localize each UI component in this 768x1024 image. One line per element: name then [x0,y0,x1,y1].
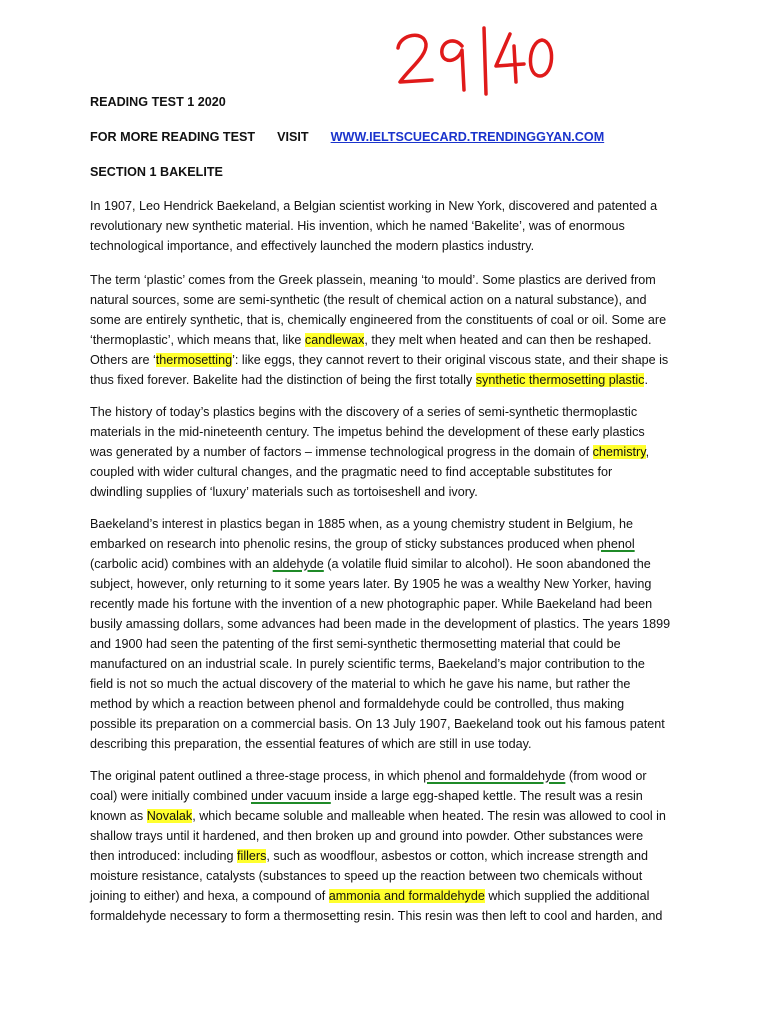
text-segment: (carbolic acid) combines with an [90,557,273,571]
visit-label: VISIT [277,130,309,144]
text-line: possible its preparation on a commercial basis. On 13 July 1907, Baekeland took out his famous patent [90,717,665,731]
highlighted-term: ammonia and formaldehyde [328,889,485,903]
text-line [90,806,670,826]
text-line: The term ‘plastic’ comes from the Greek plassein, meaning ‘to mould’. Some plastics are derived from [90,273,656,287]
text-line: recently made his fortune with the invention of a new photographic paper. While Baekeland had been [90,597,653,611]
website-link[interactable]: WWW.IELTSCUECARD.TRENDINGGYAN.COM [330,130,605,144]
text-line: method by which a reaction between phenol and formaldehyde could be controlled, thus making [90,697,625,711]
text-line: field is not so much the actual discovery of the material to which he gave his name, but rather the [90,677,631,691]
section-heading: SECTION 1 BAKELITE [90,165,223,179]
text-line [90,766,670,786]
text-segment: thus fixed forever. Bakelite had the distinction of being the first totally [90,373,476,387]
text-segment: embarked on research into phenolic resins, the group of sticky substances produced when [90,537,597,551]
paragraph-3 [90,402,670,502]
text-segment: The original patent outlined a three-stage process, in which [90,769,424,783]
text-segment: (a volatile fluid similar to alcohol). He soon abandoned the [323,557,651,571]
text-line [90,370,670,390]
text-line: The history of today’s plastics begins with the discovery of a series of semi-synthetic thermoplastic [90,405,638,419]
underlined-term: phenol [596,537,635,551]
highlighted-term: Novalak [146,809,193,823]
text-segment: . [644,373,648,387]
paragraph-4 [90,514,670,754]
text-segment: coal) were initially combined [90,789,251,803]
text-line: moisture resistance, catalysts (substances to speed up the reaction between two chemicals without [90,869,643,883]
highlighted-term: thermosetting [155,353,233,367]
text-line [90,534,670,554]
highlighted-term: candlewax [304,333,365,347]
text-line: Baekeland’s interest in plastics began in 1885 when, as a young chemistry student in Belgium, he [90,517,634,531]
text-line [90,846,670,866]
text-segment: joining to either) and hexa, a compound of [90,889,329,903]
text-line: manufactured on an industrial scale. In purely scientific terms, Baekeland’s major contribution to the [90,657,645,671]
text-segment: which supplied the additional [484,889,650,903]
text-line: describing this preparation, the essential features of which are still in use today. [90,737,532,751]
text-line [90,330,670,350]
text-line: some are entirely synthetic, that is, chemically engineered from the constituents of coal or oil. Some are [90,313,667,327]
paragraph-1 [90,196,670,256]
text-line: busily amassing dollars, some advances had been made in the development of plastics. The years 1899 [90,617,671,631]
underlined-term: under vacuum [251,789,331,803]
text-line: and 1900 had seen the patenting of the first semi-synthetic thermosetting material that could be [90,637,621,651]
text-segment: ’: like eggs, they cannot revert to their original viscous state, and their shape is [232,353,669,367]
text-segment: , such as woodflour, asbestos or cotton, which increase strength and [266,849,648,863]
text-line: subject, however, only returning to it some years later. By 1905 he was a wealthy New Yorker, having [90,577,652,591]
underlined-term: aldehyde [272,557,324,571]
paragraph-2 [90,270,670,390]
text-segment: then introduced: including [90,849,238,863]
text-line: formaldehyde necessary to form a thermosetting resin. This resin was then left to cool and harden, and [90,909,663,923]
text-line [90,442,670,462]
text-segment: ‘thermoplastic’, which means that, like [90,333,305,347]
text-line [90,350,670,370]
text-segment: known as [90,809,147,823]
paragraph-5 [90,766,670,926]
highlighted-term: chemistry [592,445,646,459]
text-line: technological importance, and effectively launched the modern plastics industry. [90,239,535,253]
text-segment: (from wood or [565,769,647,783]
text-line: revolutionary new synthetic material. His invention, which he named ‘Bakelite’, was of enormous [90,219,625,233]
highlighted-term: synthetic thermosetting plastic [475,373,645,387]
text-line: dwindling supplies of ‘luxury’ materials such as tortoiseshell and ivory. [90,485,478,499]
text-line [90,886,670,906]
text-segment: , they melt when heated and can then be reshaped. [364,333,652,347]
page-title: READING TEST 1 2020 [90,95,226,109]
text-line: shallow trays until it hardened, and then broken up and ground into powder. Other substances were [90,829,644,843]
underlined-term: phenol and formaldehyde [423,769,566,783]
text-line [90,554,670,574]
highlighted-term: fillers [237,849,267,863]
text-segment: , [645,445,650,459]
text-line: coupled with wider cultural changes, and the pragmatic need to find acceptable substitutes for [90,465,613,479]
handwritten-score-mark [392,20,562,100]
text-line: natural sources, some are semi-synthetic (the result of chemical action on a natural substance), and [90,293,647,307]
text-line [90,786,670,806]
text-segment: inside a large egg-shaped kettle. The result was a resin [330,789,643,803]
text-segment: , which became soluble and malleable when heated. The resin was allowed to cool in [192,809,666,823]
text-line: materials in the mid-nineteenth century. The impetus behind the development of these early plastics [90,425,645,439]
more-tests-label: FOR MORE READING TEST [90,130,256,144]
text-segment: was generated by a number of factors – immense technological progress in the domain of [90,445,593,459]
text-line: In 1907, Leo Hendrick Baekeland, a Belgian scientist working in New York, discovered and patented a [90,199,658,213]
text-segment: Others are ‘ [90,353,156,367]
more-tests-line [90,127,604,147]
